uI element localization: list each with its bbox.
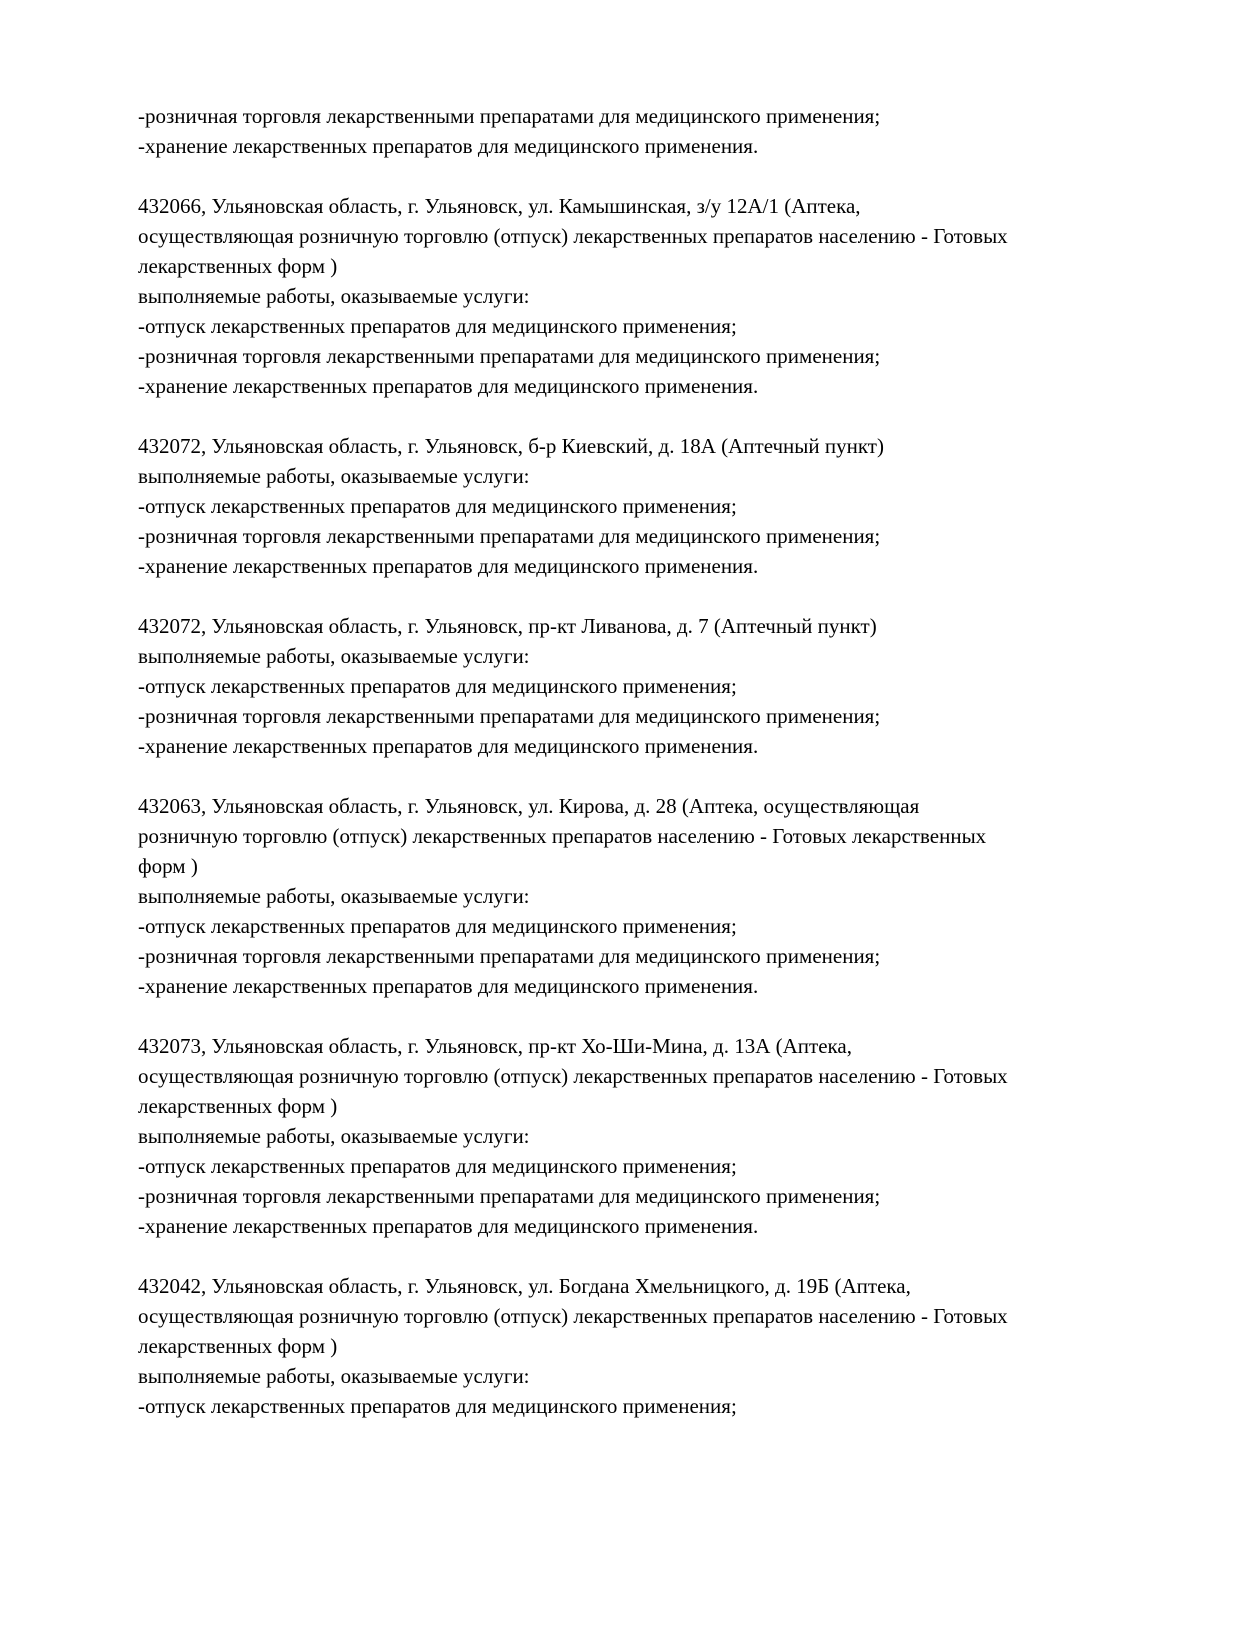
text-line: 432063, Ульяновская область, г. Ульяновск, ул. Кирова, д. 28 (Аптека, осуществляющая <box>138 794 920 818</box>
text-line: лекарственных форм ) <box>138 254 338 278</box>
license-entry <box>138 611 1180 761</box>
license-entry <box>138 431 1180 581</box>
text-line: розничную торговлю (отпуск) лекарственных препаратов населению - Готовых лекарственных <box>138 824 987 848</box>
text-line: -хранение лекарственных препаратов для медицинского применения. <box>138 374 759 398</box>
text-line: -розничная торговля лекарственными препаратами для медицинского применения; <box>138 1184 881 1208</box>
text-line: -хранение лекарственных препаратов для медицинского применения. <box>138 134 759 158</box>
text-line: выполняемые работы, оказываемые услуги: <box>138 1364 530 1388</box>
text-line: выполняемые работы, оказываемые услуги: <box>138 884 530 908</box>
text-line: -отпуск лекарственных препаратов для медицинского применения; <box>138 314 737 338</box>
text-line: -хранение лекарственных препаратов для медицинского применения. <box>138 974 759 998</box>
text-line: 432066, Ульяновская область, г. Ульяновск, ул. Камышинская, з/у 12А/1 (Аптека, <box>138 194 861 218</box>
text-line: -хранение лекарственных препаратов для медицинского применения. <box>138 734 759 758</box>
text-line: -отпуск лекарственных препаратов для медицинского применения; <box>138 1154 737 1178</box>
text-line: выполняемые работы, оказываемые услуги: <box>138 644 530 668</box>
text-line: -розничная торговля лекарственными препаратами для медицинского применения; <box>138 104 881 128</box>
text-line: -розничная торговля лекарственными препаратами для медицинского применения; <box>138 344 881 368</box>
text-line: осуществляющая розничную торговлю (отпуск) лекарственных препаратов населению - Готовых <box>138 1064 1008 1088</box>
text-line: -хранение лекарственных препаратов для медицинского применения. <box>138 1214 759 1238</box>
text-line: 432072, Ульяновская область, г. Ульяновск, пр-кт Ливанова, д. 7 (Аптечный пункт) <box>138 614 877 638</box>
text-line: осуществляющая розничную торговлю (отпуск) лекарственных препаратов населению - Готовых <box>138 1304 1008 1328</box>
text-line: 432042, Ульяновская область, г. Ульяновск, ул. Богдана Хмельницкого, д. 19Б (Аптека, <box>138 1274 911 1298</box>
text-line: лекарственных форм ) <box>138 1334 338 1358</box>
text-line: выполняемые работы, оказываемые услуги: <box>138 464 530 488</box>
text-line: -отпуск лекарственных препаратов для медицинского применения; <box>138 914 737 938</box>
license-entry <box>138 191 1180 401</box>
text-line: -розничная торговля лекарственными препаратами для медицинского применения; <box>138 944 881 968</box>
text-line: выполняемые работы, оказываемые услуги: <box>138 1124 530 1148</box>
license-entry <box>138 1031 1180 1241</box>
license-entries <box>138 101 1180 1421</box>
text-line: форм ) <box>138 854 198 878</box>
text-line: -хранение лекарственных препаратов для медицинского применения. <box>138 554 759 578</box>
text-line: -отпуск лекарственных препаратов для медицинского применения; <box>138 494 737 518</box>
text-line: выполняемые работы, оказываемые услуги: <box>138 284 530 308</box>
text-line: -отпуск лекарственных препаратов для медицинского применения; <box>138 1394 737 1418</box>
license-entry <box>138 1271 1180 1421</box>
text-line: лекарственных форм ) <box>138 1094 338 1118</box>
text-line: 432072, Ульяновская область, г. Ульяновск, б-р Киевский, д. 18А (Аптечный пункт) <box>138 434 884 458</box>
text-line: -розничная торговля лекарственными препаратами для медицинского применения; <box>138 524 881 548</box>
text-line: -отпуск лекарственных препаратов для медицинского применения; <box>138 674 737 698</box>
license-entry <box>138 101 1180 161</box>
license-entry <box>138 791 1180 1001</box>
text-line: 432073, Ульяновская область, г. Ульяновск, пр-кт Хо-Ши-Мина, д. 13А (Аптека, <box>138 1034 852 1058</box>
text-line: -розничная торговля лекарственными препаратами для медицинского применения; <box>138 704 881 728</box>
text-line: осуществляющая розничную торговлю (отпуск) лекарственных препаратов населению - Готовых <box>138 224 1008 248</box>
